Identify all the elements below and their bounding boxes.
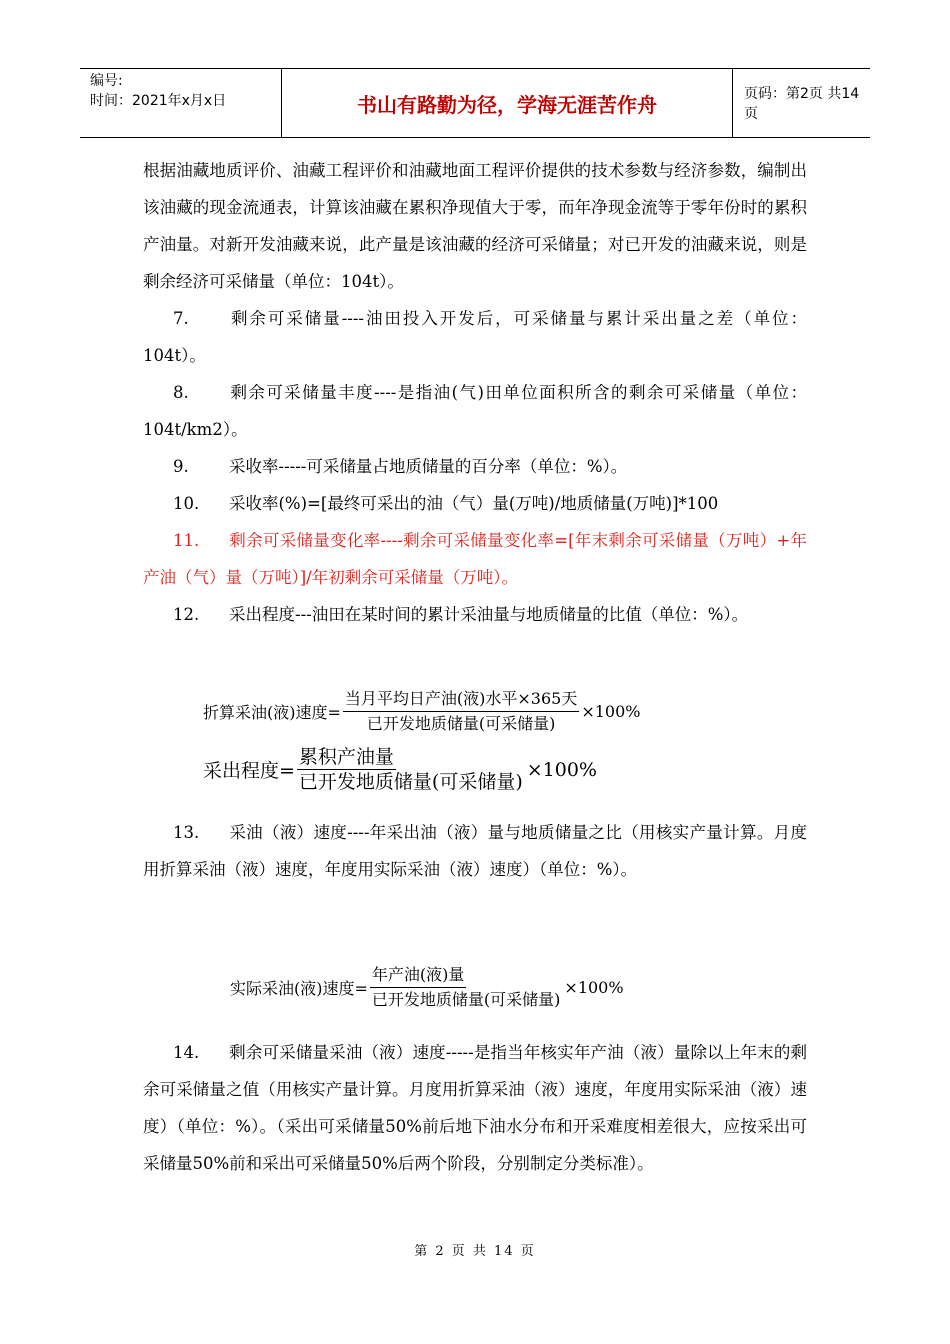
item-number: 8.: [173, 383, 189, 402]
page-header: [80, 68, 870, 138]
body-block-2: [143, 814, 807, 888]
formula-shiji: [230, 964, 624, 1011]
item-9: [143, 448, 807, 485]
formula-tail: ×100%: [526, 758, 597, 781]
formula-tail: ×100%: [581, 702, 641, 721]
numerator: 当月平均日产油(液)水平×365天: [343, 688, 579, 712]
body-block-1: [143, 152, 807, 633]
paragraph: 根据油藏地质评价、油藏工程评价和油藏地面工程评价提供的技术参数与经济参数，编制出该油藏的现金流通表，计算该油藏在累积净现值大于零，而年净现金流等于零年份时的累积产油量。对新开发油藏来说，此产量是该油藏的经济可采储量；对已开发的油藏来说，则是剩余经济可采储量（单位：104t）。: [143, 161, 807, 291]
header-meta: [80, 69, 282, 137]
formula-zhesuan: [203, 688, 641, 735]
item-text: 采出程度---油田在某时间的累计采油量与地质储量的比值（单位：%）。: [229, 605, 749, 624]
formula-lhs: 实际采油(液)速度=: [230, 979, 368, 998]
header-page-info: 页码：第2页 共14页: [744, 86, 860, 122]
body-block-3: [143, 1034, 807, 1182]
item-8: [143, 374, 807, 448]
formula-lhs: 折算采油(液)速度=: [203, 703, 341, 722]
item-text: 采收率-----可采储量占地质储量的百分率（单位：%）。: [229, 457, 628, 476]
numerator: 年产油(液)量: [370, 964, 467, 988]
item-text: 剩余可采储量----油田投入开发后，可采储量与累计采出量之差（单位：104t）。: [143, 309, 807, 365]
fraction: [297, 746, 525, 793]
item-number: 13.: [173, 823, 200, 842]
doc-date: 时间：2021年x月x日: [90, 93, 227, 109]
page-footer: 第 2 页 共 14 页: [414, 1244, 536, 1259]
item-number: 12.: [173, 605, 200, 624]
fraction: [343, 688, 579, 735]
item-number: 14.: [173, 1043, 200, 1062]
formula-tail: ×100%: [564, 978, 624, 997]
item-14: [143, 1034, 807, 1182]
item-10: [143, 485, 807, 522]
item-number: 7.: [173, 309, 189, 328]
denominator: 已开发地质储量(可采储量): [371, 990, 561, 1009]
item-text: 采收率(%)=[最终可采出的油（气）量(万吨)/地质储量(万吨)]*100: [229, 494, 719, 513]
item-text: 剩余可采储量丰度----是指油(气)田单位面积所含的剩余可采储量（单位：104t/km2）。: [143, 383, 807, 439]
doc-number-label: 编号:: [90, 73, 123, 89]
item-text: 剩余可采储量变化率----剩余可采储量变化率=[年末剩余可采储量（万吨）+年产油（气）量（万吨）]/年初剩余可采储量（万吨）。: [143, 531, 807, 587]
header-motto: 书山有路勤为径，学海无涯苦作舟: [282, 69, 733, 137]
formula-caichu: [203, 746, 597, 793]
fraction: [370, 964, 563, 1011]
item-text: 剩余可采储量采油（液）速度-----是指当年核实年产油（液）量除以上年末的剩余可采储量之值（用核实产量计算。月度用折算采油（液）速度，年度用实际采油（液）速度）（单位：%）。（采出可采储量50%前后地下油水分布和开采难度相差很大，应按采出可采储量50%前和采出可采储量50%后两个阶段，分别制定分类标准）。: [143, 1043, 807, 1173]
item-12: [143, 596, 807, 633]
denominator: 已开发地质储量(可采储量): [366, 714, 556, 733]
item-13: [143, 814, 807, 888]
item-11: [143, 522, 807, 596]
item-7: [143, 300, 807, 374]
item-number: 11.: [173, 531, 200, 550]
numerator: 累积产油量: [298, 746, 394, 768]
item-number: 10.: [173, 494, 200, 513]
denominator: 已开发地质储量(可采储量): [298, 771, 523, 793]
item-number: 9.: [173, 457, 189, 476]
formula-lhs: 采出程度=: [203, 760, 295, 782]
item-text: 采油（液）速度----年采出油（液）量与地质储量之比（用核实产量计算。月度用折算采油（液）速度，年度用实际采油（液）速度）（单位：%）。: [143, 823, 807, 879]
